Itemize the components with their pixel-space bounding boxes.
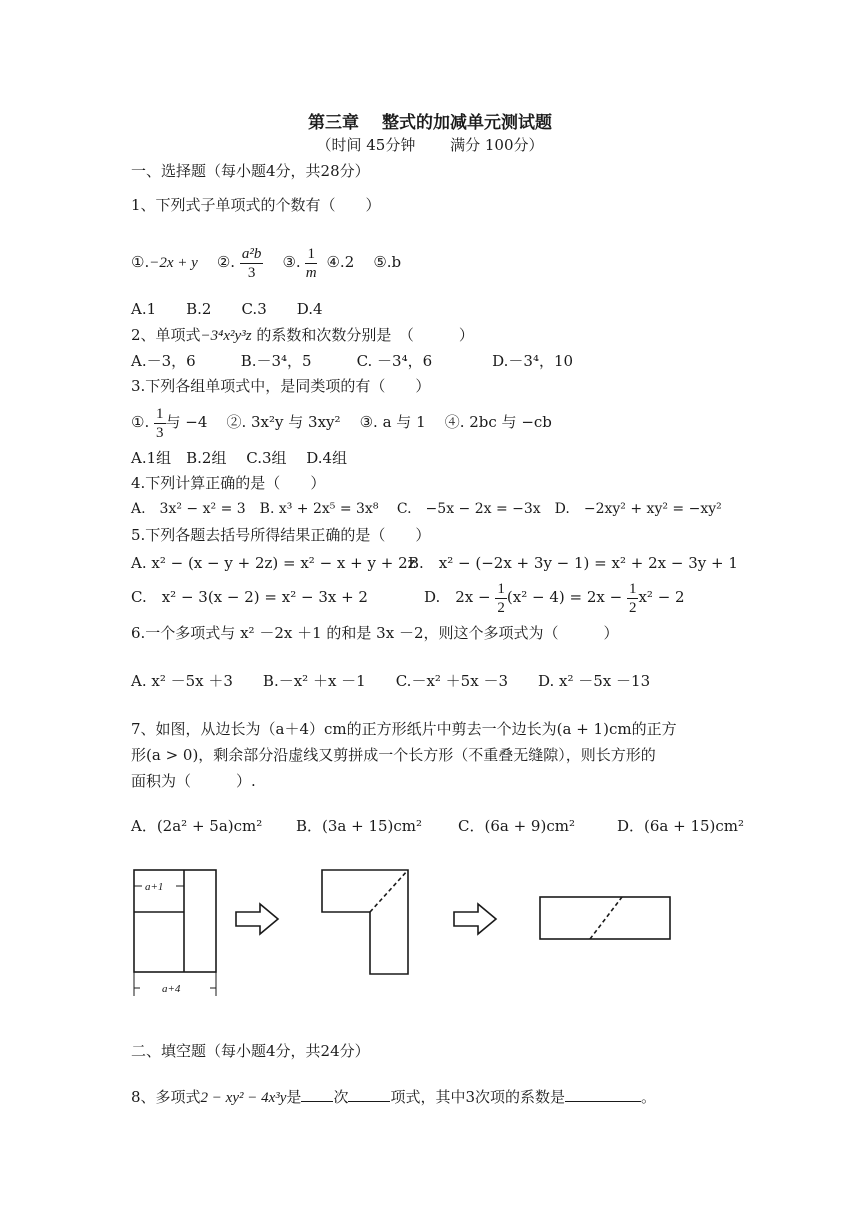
arrow-icon-2 xyxy=(454,904,496,934)
q7-option-a: A．(2a² + 5a)cm² xyxy=(131,817,263,835)
q5-stem: 5.下列各题去括号所得结果正确的是（ ） xyxy=(131,526,431,544)
section-choice-heading: 一、选择题（每小题4分，共28分） xyxy=(131,162,370,180)
q4-stem: 4.下列计算正确的是（ ） xyxy=(131,474,326,492)
q5-option-c: C. x² − 3(x − 2) = x² − 3x + 2 xyxy=(131,588,368,606)
q3-item4: ④. 2bc 与 −cb xyxy=(444,413,552,431)
q1-item1-expr: −2x + y xyxy=(149,255,198,271)
q8-mid2: 次 xyxy=(333,1088,349,1106)
q3-stem: 3.下列各组单项式中，是同类项的有（ ） xyxy=(131,377,431,395)
q6-stem: 6.一个多项式与 x² －2x ＋1 的和是 3x －2，则这个多项式为（ ） xyxy=(131,624,619,642)
section-fill-heading: 二、填空题（每小题4分，共24分） xyxy=(131,1042,370,1060)
q8-pre: 8、多项式 xyxy=(131,1088,201,1106)
q2-stem-post: 的系数和次数分别是 （ ） xyxy=(256,326,474,344)
q5-option-b: B. x² − (−2x + 3y − 1) = x² + 2x − 3y + 1 xyxy=(408,554,738,572)
q7-line-1: 7、如图，从边长为（a＋4）cm的正方形纸片中剪去一个边长为(a + 1)cm的正方 xyxy=(131,720,677,738)
q5-option-d-post: x² − 2 xyxy=(638,588,685,606)
q5-option-d-numerator-2: 1 xyxy=(628,580,637,597)
q1-item2-fraction xyxy=(240,245,264,282)
arrow-icon-1 xyxy=(236,904,278,934)
q4-options: A. 3x² − x² = 3 B. x³ + 2x⁵ = 3x⁸ C. −5x − 2x = −3x D. −2xy² + xy² = −xy² xyxy=(131,501,722,517)
q8-blank-3[interactable] xyxy=(565,1085,641,1102)
q5-option-d-mid: (x² − 4) = 2x − xyxy=(506,588,623,606)
q2-stem xyxy=(131,324,474,347)
q3-item2: ②. 3x²y 与 3xy² xyxy=(226,413,341,431)
q1-item3-denominator: m xyxy=(305,264,317,281)
q2-stem-expr: −3⁴x²y³z xyxy=(200,328,252,344)
q1-item5: ⑤.b xyxy=(373,253,402,271)
q5-option-d-fraction-1 xyxy=(495,580,507,617)
q1-item3-fraction xyxy=(305,245,317,282)
q1-item2-numerator: a²b xyxy=(241,245,262,262)
q3-item1-fraction xyxy=(154,405,166,442)
q3-item1-numerator: 1 xyxy=(156,405,164,422)
q5-option-d-fraction-2 xyxy=(627,580,639,617)
q1-item2-label: ②. xyxy=(216,253,236,271)
q1-stem: 1、下列式子单项式的个数有（ ） xyxy=(131,196,381,214)
figure-l-shape xyxy=(322,870,408,974)
q1-item2-denominator: 3 xyxy=(247,264,256,281)
q3-item1-denominator: 3 xyxy=(156,424,164,441)
figure-label-top: a+1 xyxy=(145,881,164,893)
q8-expr: 2 − xy² − 4x³y xyxy=(200,1090,287,1106)
q1-item3-numerator: 1 xyxy=(307,245,315,262)
q5-option-d-pre: D. 2x − xyxy=(424,588,491,606)
q3-options: A.1组 B.2组 C.3组 D.4组 xyxy=(131,449,348,467)
q3-item1-post: 与 −4 xyxy=(165,413,208,431)
q2-options: A.－3，6 B.－3⁴，5 C. －3⁴，6 D.－3⁴，10 xyxy=(131,352,574,370)
q3-items xyxy=(131,400,552,446)
q7-option-b: B．(3a + 15)cm² xyxy=(296,817,423,835)
q8-blank-1[interactable] xyxy=(301,1085,333,1102)
q3-item1-label: ①. xyxy=(131,413,150,431)
q7-option-c: C．(6a + 9)cm² xyxy=(458,817,575,835)
q1-item4: ④.2 xyxy=(326,253,355,271)
q5-option-d xyxy=(424,576,685,620)
page-subtitle: （时间 45分钟 满分 100分） xyxy=(316,136,544,154)
figure-rectangle xyxy=(540,897,670,939)
q8-line xyxy=(131,1085,656,1109)
q5-option-a: A. x² − (x − y + 2z) = x² − x + y + 2z xyxy=(131,554,416,572)
q6-options: A. x² －5x ＋3 B.－x² ＋x －1 C.－x² ＋5x －3 D. x² －5x －13 xyxy=(131,672,651,690)
q2-stem-pre: 2、单项式 xyxy=(131,326,201,344)
q1-item3-label: ③. xyxy=(282,253,301,271)
q5-option-d-denominator-2: 2 xyxy=(628,599,637,616)
q8-blank-2[interactable] xyxy=(348,1085,390,1102)
page-title: 第三章 整式的加减单元测试题 xyxy=(308,113,552,133)
q8-mid1: 是 xyxy=(286,1088,302,1106)
q1-items xyxy=(131,240,401,288)
q5-option-d-numerator-1: 1 xyxy=(497,580,505,597)
q7-line-2: 形(a > 0)，剩余部分沿虚线又剪拼成一个长方形（不重叠无缝隙），则长方形的 xyxy=(131,746,656,764)
q5-option-d-denominator-1: 2 xyxy=(497,599,505,616)
q7-option-d: D．(6a + 15)cm² xyxy=(617,817,745,835)
q1-options: A.1 B.2 C.3 D.4 xyxy=(131,300,323,318)
figure-label-bottom: a+4 xyxy=(162,983,181,995)
q7-figure xyxy=(128,862,688,1002)
q3-item3: ③. a 与 1 xyxy=(359,413,426,431)
q8-end: 。 xyxy=(641,1088,657,1106)
q8-mid3: 项式，其中3次项的系数是 xyxy=(390,1088,565,1106)
q7-line-3: 面积为（ ）. xyxy=(131,772,256,790)
q1-item1-label: ①. xyxy=(131,253,150,271)
